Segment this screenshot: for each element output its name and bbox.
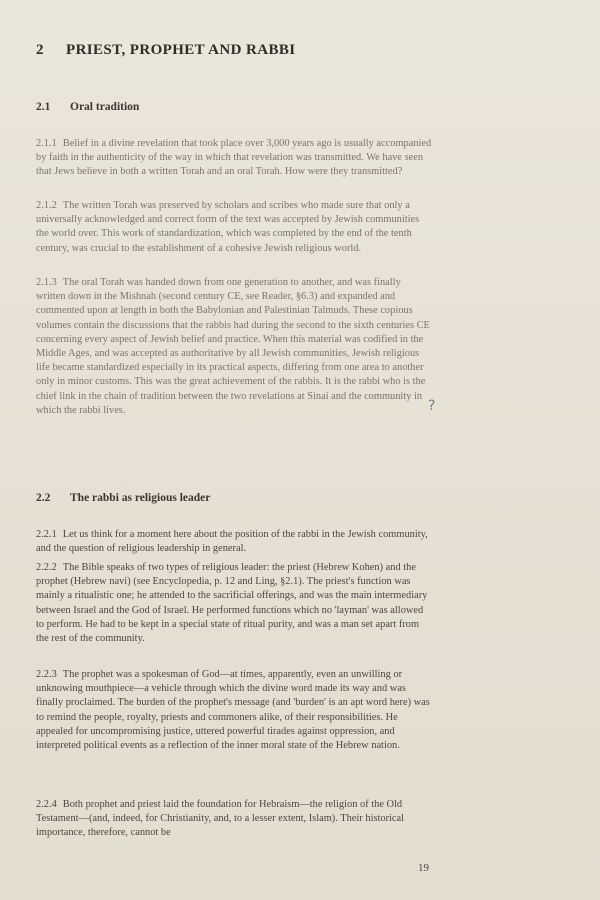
- paragraph-number: 2.2.3: [36, 669, 57, 680]
- paragraph-text: Belief in a divine revelation that took place over 3,000 years ago is usually accompanied by faith in the authenticity of the way in which that revelation was transmitted. We have seen that Jews believe in both a written Torah and an oral Torah. How were they transmitted?: [36, 138, 432, 178]
- page-number: 19: [418, 862, 429, 874]
- paragraph-2-2-3: [36, 668, 432, 753]
- paragraph-number: 2.2.4: [36, 799, 57, 810]
- paragraph-text: Both prophet and priest laid the foundation for Hebraism—the religion of the Old Testament—(and, indeed, for Christianity, and, to a lesser extent, Islam). Their historical importance, therefore, cannot be: [36, 799, 405, 839]
- paragraph-number: 2.2.1: [36, 529, 57, 540]
- paragraph-text: Let us think for a moment here about the position of the rabbi in the Jewish community, and the question of religious leadership in general.: [36, 529, 428, 555]
- section-heading-oral-tradition: [36, 101, 139, 113]
- paragraph-number: 2.1.1: [36, 138, 57, 149]
- paragraph-text: The written Torah was preserved by scholars and scribes who made sure that only a universally acknowledged and correct form of the text was accepted by Jewish communities the world over. This work of standardization, which was completed by the end of the tenth century, was crucial to the establishment of a cohesive Jewish religious world.: [36, 200, 420, 254]
- chapter-title: [36, 42, 296, 59]
- paragraph-2-1-3: [36, 276, 432, 418]
- paragraph-2-1-1: [36, 137, 432, 180]
- paragraph-number: 2.2.2: [36, 562, 57, 573]
- section-number: 2.2: [36, 492, 51, 504]
- section-heading-rabbi-leader: [36, 492, 210, 504]
- paragraph-2-1-2: [36, 199, 432, 256]
- paragraph-number: 2.1.2: [36, 200, 57, 211]
- paragraph-2-2-4: [36, 798, 432, 841]
- paragraph-text: The prophet was a spokesman of God—at times, apparently, even an unwilling or unknowing mouthpiece—a vehicle through which the divine word made its way and was finally proclaimed. The burden of the prophet's message (and 'burden' is an apt word here) was to remind the people, royalty, priests and commoners alike, of their responsibilities. He appealed for uncompromising justice, uttered powerful tirades against oppression, and interpreted political events as a reflection of the inner moral state of the Hebrew nation.: [36, 669, 430, 752]
- handwritten-margin-note: ?: [428, 398, 436, 414]
- section-title: The rabbi as religious leader: [70, 492, 211, 504]
- paragraph-2-2-2: [36, 561, 432, 646]
- chapter-number: 2: [36, 42, 44, 58]
- paragraph-number: 2.1.3: [36, 277, 57, 288]
- chapter-title-text: PRIEST, PROPHET AND RABBI: [66, 42, 296, 58]
- paragraph-text: The oral Torah was handed down from one generation to another, and was finally written down in the Mishnah (second century CE, see Reader, §6.3) and expanded and commented upon at length in both the Babylonian and Palestinian Talmuds. These copious volumes contain the discussions that the rabbis had during the second to the sixth centuries CE concerning every aspect of Jewish belief and practice. When this material was codified in the Middle Ages, and was accepted as authoritative by all Jewish communities, Jewish religious life became standardized especially in its practical aspects, differing from one area to another only in minor customs. This was the great achievement of the rabbis. It is the rabbi who is the chief link in the chain of tradition between the two revelations at Sinai and the community in which the rabbi lives.: [36, 277, 430, 416]
- paragraph-text: The Bible speaks of two types of religious leader: the priest (Hebrew Kohen) and the prophet (Hebrew navi) (see Encyclopedia, p. 12 and Ling, §2.1). The priest's function was mainly a ritualistic one; he attended to the sacrificial offerings, and was the main intermediary between Israel and the God of Israel. He performed functions which no 'layman' was allowed to perform. He had to be kept in a special state of ritual purity, and was a man set apart from the rest of the community.: [36, 562, 428, 645]
- paragraph-2-2-1: [36, 528, 432, 556]
- section-number: 2.1: [36, 101, 51, 113]
- section-title: Oral tradition: [70, 101, 140, 113]
